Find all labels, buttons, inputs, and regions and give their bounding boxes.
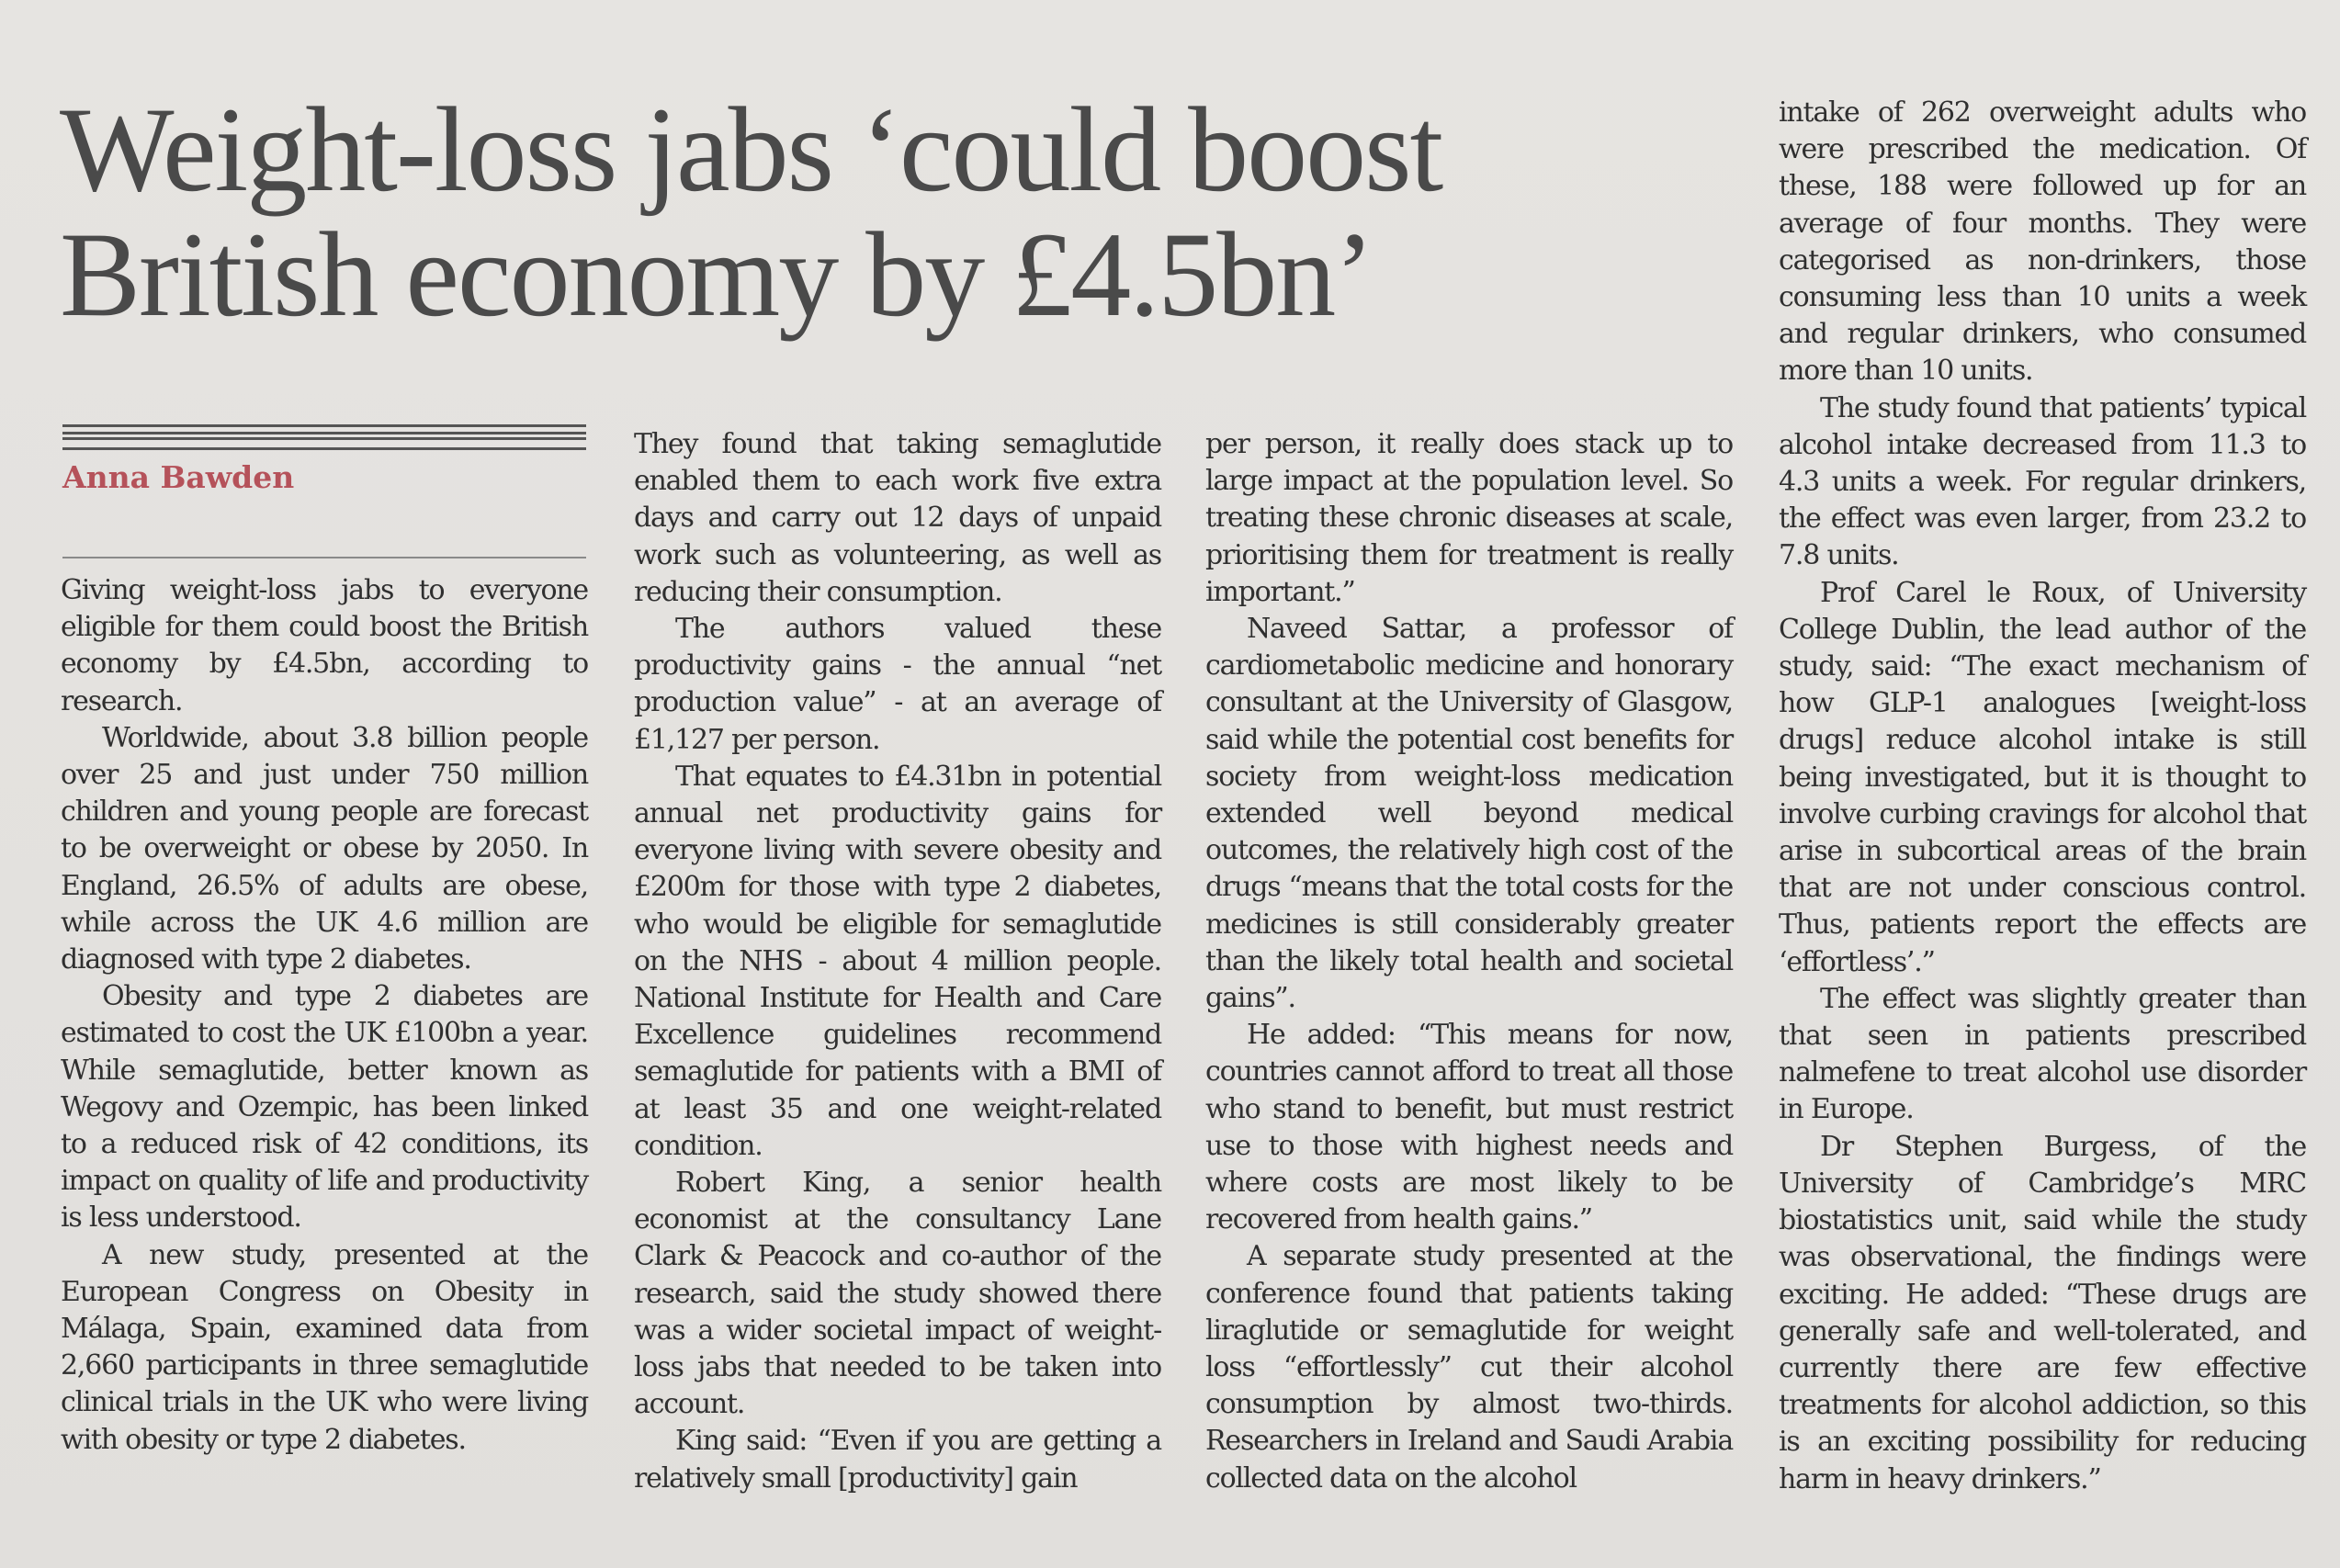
paragraph: They found that taking semaglutide enabled them to each work five extra days and carry out 12 days of unpaid work such as volunteering, as well as reducing their consumption. bbox=[634, 428, 1161, 608]
column-1 bbox=[61, 572, 588, 1459]
paragraph: He added: “This means for now, countries cannot afford to treat all those who stand to benefit, but must restrict use to those with highest needs and where costs are most likely to be recovered from health gains.” bbox=[1205, 1019, 1733, 1236]
paragraph: Naveed Sattar, a professor of cardiometabolic medicine and honorary consultant at the University of Glasgow, said while the potential cost benefits for society from weight-loss medication extended well beyond medical outcomes, the relatively high cost of the drugs “means that the total costs for the medicines is still considerably greater than the likely total health and societal gains”. bbox=[1205, 613, 1733, 1015]
byline-rules bbox=[62, 424, 586, 450]
paragraph: per person, it really does stack up to large impact at the population level. So treating these chronic diseases at scale, prioritising them for treatment is really important.” bbox=[1205, 428, 1733, 608]
paragraph: The effect was slightly greater than that seen in patients prescribed nalmefene to treat alcohol use disorder in Europe. bbox=[1779, 982, 2306, 1126]
paragraph: intake of 262 overweight adults who were prescribed the medication. Of these, 188 were followed up for an average of four months. They were categorised as non-drinkers, those consuming less than 10 units a week and regular drinkers, who consumed more than 10 units. bbox=[1779, 96, 2306, 388]
paragraph: Obesity and type 2 diabetes are estimated to cost the UK £100bn a year. While semaglutide, better known as Wegovy and Ozempic, has been linked to a reduced risk of 42 conditions, its impact on quality of life and productivity is less understood. bbox=[61, 980, 588, 1235]
paragraph: King said: “Even if you are getting a relatively small [productivity] gain bbox=[634, 1425, 1161, 1495]
column-4 bbox=[1779, 95, 2306, 1498]
column-3 bbox=[1205, 426, 1733, 1497]
paragraph: Giving weight-loss jabs to everyone eligible for them could boost the British economy by £4.5bn, according to research. bbox=[61, 574, 588, 717]
paragraph: The study found that patients’ typical alcohol intake decreased from 11.3 to 4.3 units a week. For regular drinkers, the effect was even larger, from 23.2 to 7.8 units. bbox=[1779, 391, 2306, 572]
paragraph: A new study, presented at the European Congress on Obesity in Málaga, Spain, examined data from 2,660 participants in three semaglutide clinical trials in the UK who were living with obesity or type 2 diabetes. bbox=[61, 1238, 588, 1456]
headline: Weight-loss jabs ‘could boost British economy by £4.5bn’ bbox=[60, 82, 1442, 342]
byline-divider bbox=[62, 557, 586, 558]
paragraph: Worldwide, about 3.8 billion people over 25 and just under 750 million children and young people are forecast to be overweight or obese by 2050. In England, 26.5% of adults are obese, while across the UK 4.6 million are diagnosed with type 2 diabetes. bbox=[61, 721, 588, 976]
paragraph: Dr Stephen Burgess, of the University of Cambridge’s MRC biostatistics unit, said while the study was observational, the findings were exciting. He added: “These drugs are generally safe and well-tolerated, and currently there are few effective treatments for alcohol addiction, so this is an exciting possibility for reducing harm in heavy drinkers.” bbox=[1779, 1130, 2306, 1495]
paragraph: The authors valued these productivity gains - the annual “net production value” - at an average of £1,127 per person. bbox=[634, 613, 1161, 756]
paragraph: Robert King, a senior health economist at the consultancy Lane Clark & Peacock and co-author of the research, said the study showed there was a wider societal impact of weight-loss jabs that needed to be taken into account. bbox=[634, 1167, 1161, 1421]
paragraph: That equates to £4.31bn in potential annual net productivity gains for everyone living with severe obesity and £200m for those with type 2 diabetes, who would be eligible for semaglutide on the NHS - about 4 million people. National Institute for Health and Care Excellence guidelines recommend semaglutide for patients with a BMI of at least 35 and one weight-related condition. bbox=[634, 760, 1161, 1162]
paragraph: Prof Carel le Roux, of University College Dublin, the lead author of the study, said: “The exact mechanism of how GLP-1 analogues [weight-loss drugs] reduce alcohol intake is still being investigated, but it is thought to involve curbing cravings for alcohol that arise in subcortical areas of the brain that are not under conscious control. Thus, patients report the effects are ‘effortless’.” bbox=[1779, 576, 2306, 978]
paragraph: A separate study presented at the conference found that patients taking liraglutide or semaglutide for weight loss “effortlessly” cut their alcohol consumption by almost two-thirds. Researchers in Ireland and Saudi Arabia collected data on the alcohol bbox=[1205, 1240, 1733, 1495]
column-2 bbox=[634, 426, 1161, 1497]
byline: Anna Bawden bbox=[62, 459, 295, 495]
